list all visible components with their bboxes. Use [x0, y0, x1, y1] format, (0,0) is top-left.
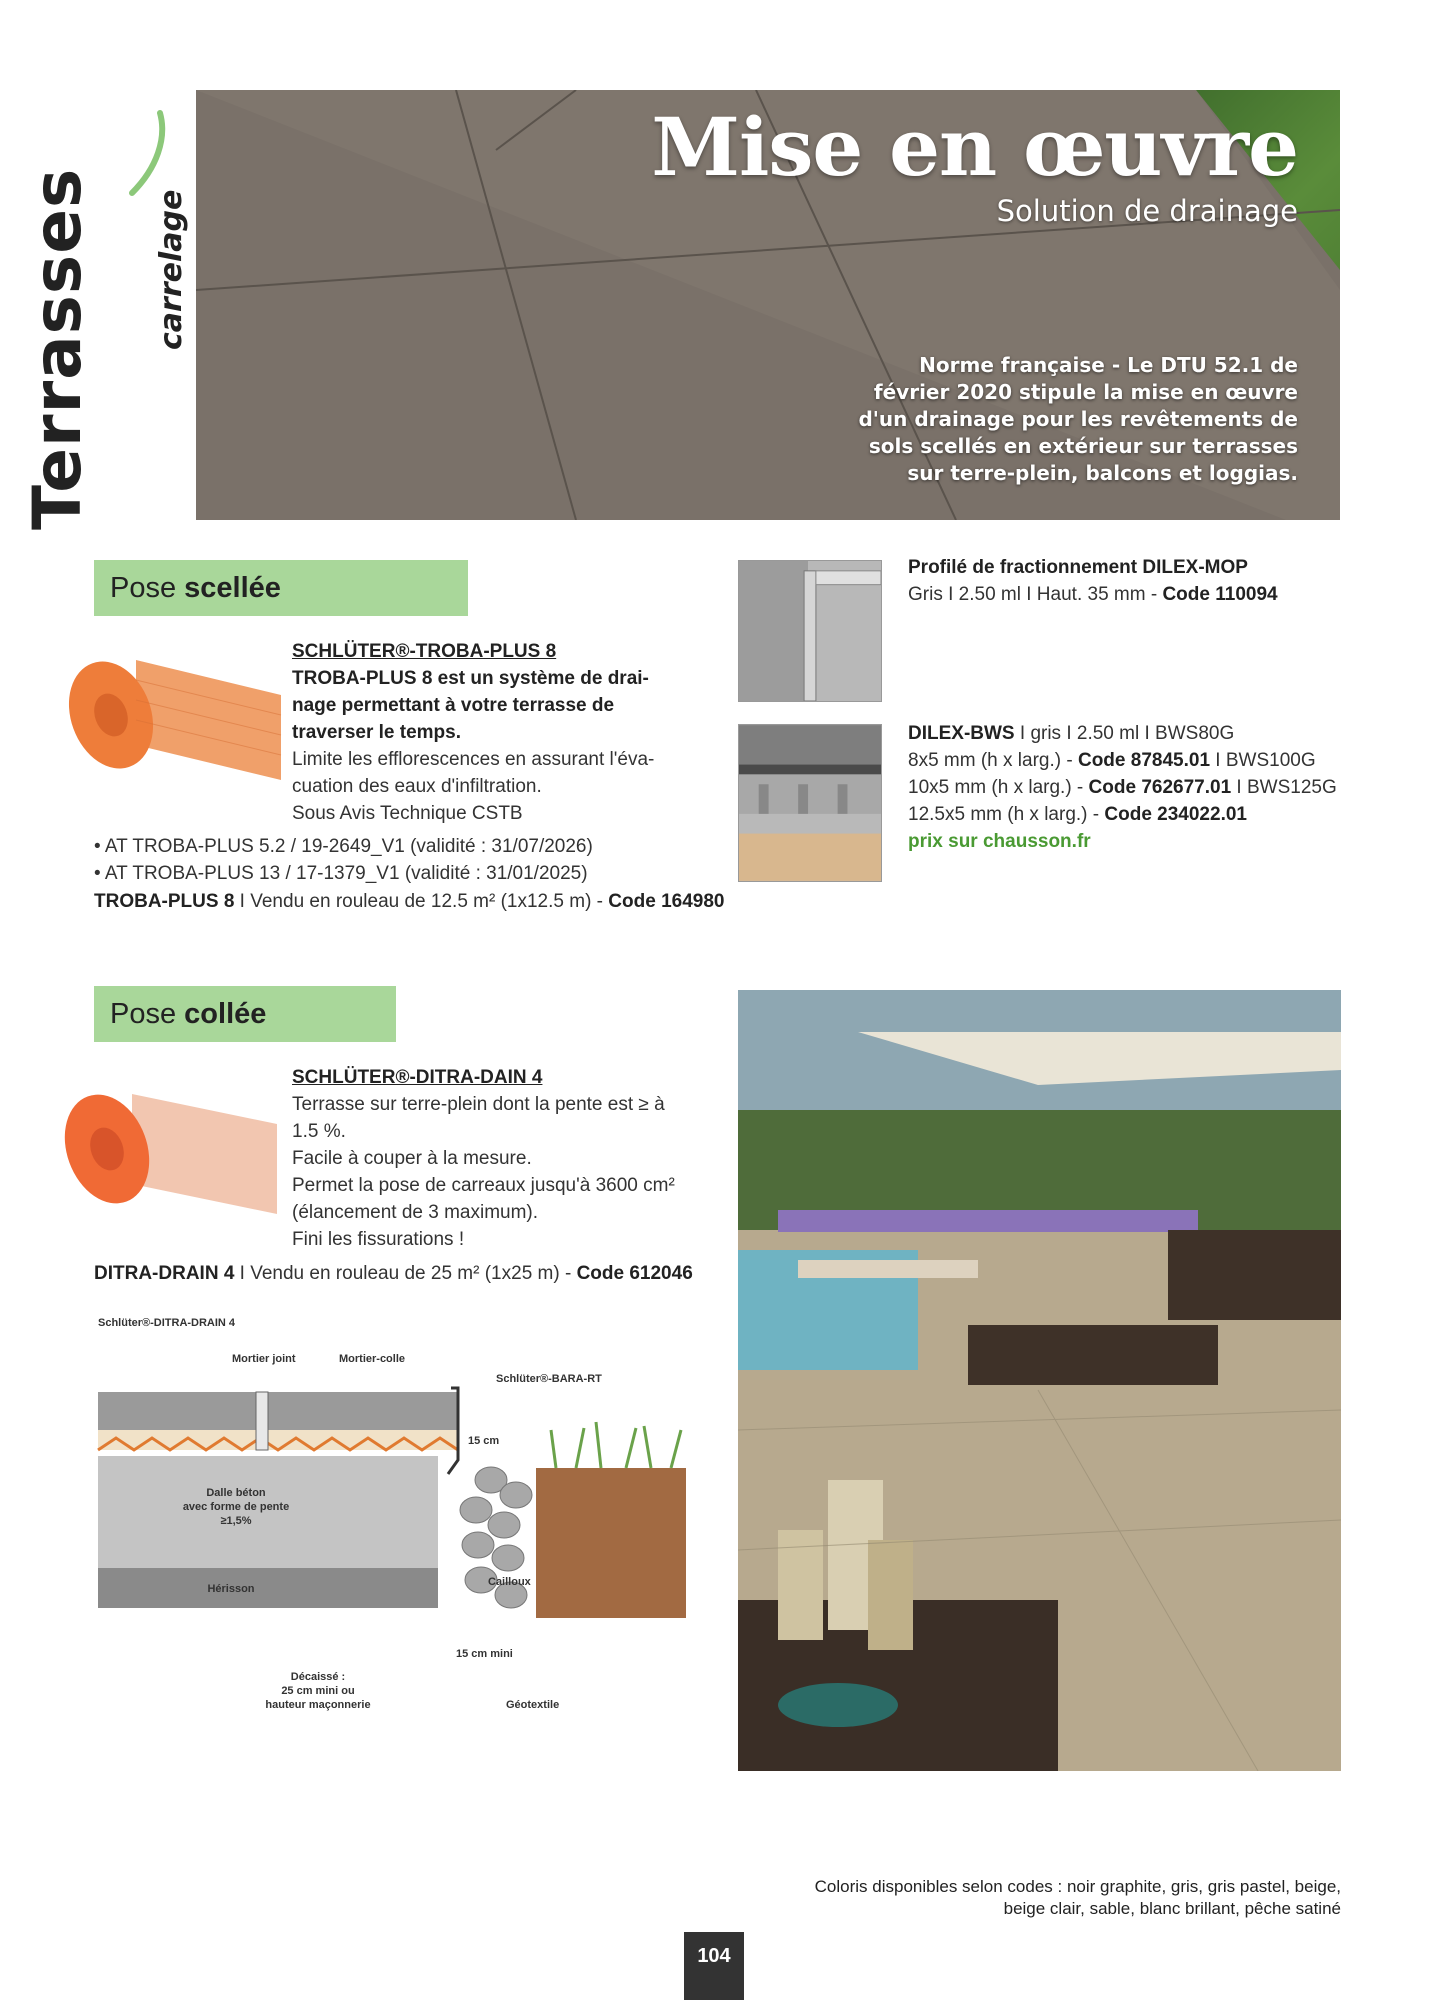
footnote-line: beige clair, sable, blanc brillant, pêche satiné — [1003, 1899, 1341, 1918]
ditra-drain-roll-image — [62, 1064, 282, 1224]
page-number: 104 — [684, 1932, 744, 2000]
band-pose-scellee — [94, 560, 468, 616]
diagram-label-geotextile: Géotextile — [506, 1699, 560, 1711]
diagram-label-decaisse: Décaissé : — [290, 1671, 346, 1683]
troba-feature: Limite les efflorescences en assurant l'éva- — [292, 749, 655, 770]
norm-line: sur terre-plein, balcons et loggias. — [907, 461, 1298, 485]
dilex-bws-image — [738, 724, 882, 882]
dilex-bws-variant: I BWS125G — [1231, 777, 1337, 798]
troba-feature: cuation des eaux d'infiltration. — [292, 776, 542, 797]
band-label-bold: collée — [184, 998, 267, 1030]
ditra-feature: Facile à couper à la mesure. — [292, 1148, 532, 1169]
troba-reference — [94, 888, 724, 915]
dilex-mop-code: Code 110094 — [1162, 584, 1278, 605]
diagram-label-15cm: 15 cm — [468, 1435, 500, 1447]
band-pose-collee — [94, 986, 396, 1042]
dilex-bws-size: 12.5x5 mm (h x larg.) - — [908, 804, 1105, 825]
diagram-label-ditra: Schlüter®-DITRA-DRAIN 4 — [98, 1317, 236, 1329]
troba-description: TROBA-PLUS 8 est un système de drai- — [292, 668, 649, 689]
footnote-line: Coloris disponibles selon codes : noir graphite, gris, gris pastel, beige, — [814, 1877, 1341, 1896]
ditra-reference — [94, 1260, 693, 1287]
diagram-label-mortier-joint: Mortier joint — [232, 1353, 296, 1365]
band-label-light: Pose — [110, 572, 185, 604]
ditra-ref-code: Code 612046 — [576, 1263, 693, 1284]
norm-line: Norme française - Le DTU 52.1 de — [919, 353, 1298, 377]
ditra-feature: 1.5 %. — [292, 1121, 346, 1142]
norm-line: sols scellés en extérieur sur terrasses — [868, 434, 1298, 458]
section-subtitle-carrelage: carrelage — [154, 189, 189, 350]
diagram-label-decaisse: 25 cm mini ou — [281, 1685, 355, 1697]
dilex-bws-size: 8x5 mm (h x larg.) - — [908, 750, 1078, 771]
diagram-label-mortier-colle: Mortier-colle — [339, 1353, 406, 1365]
band-label-bold: scellée — [184, 572, 281, 604]
troba-plus-roll-image — [66, 640, 286, 800]
ditra-product-title: SCHLÜTER®-DITRA-DAIN 4 — [292, 1067, 543, 1088]
troba-product-block — [292, 638, 698, 827]
hero-banner — [196, 90, 1340, 520]
hero-subtitle: Solution de drainage — [996, 194, 1298, 228]
section-title-terrasses: Terrasses — [19, 167, 96, 530]
side-title — [19, 167, 189, 530]
ditra-feature: Permet la pose de carreaux jusqu'à 3600 cm² — [292, 1175, 675, 1196]
troba-ref-name: TROBA-PLUS 8 — [94, 891, 235, 912]
troba-feature: Sous Avis Technique CSTB — [292, 803, 523, 824]
norm-line: février 2020 stipule la mise en œuvre — [873, 380, 1298, 404]
dilex-bws-variant: I BWS100G — [1210, 750, 1316, 771]
troba-description: nage permettant à votre terrasse de — [292, 695, 615, 716]
troba-description: traverser le temps. — [292, 722, 461, 743]
diagram-label-dalle: avec forme de pente — [182, 1501, 290, 1513]
installation-diagram — [96, 1310, 700, 1720]
ditra-feature: Fini les fissurations ! — [292, 1229, 465, 1250]
hero-title: Mise en œuvre — [651, 100, 1298, 194]
norm-text — [778, 352, 1298, 487]
diagram-label-dalle: ≥1,5% — [220, 1515, 252, 1527]
dilex-bws-title: DILEX-BWS — [908, 723, 1015, 744]
diagram-label-cailloux: Cailloux — [488, 1576, 531, 1588]
terrace-photo — [738, 990, 1341, 1771]
diagram-label-dalle: Dalle béton — [206, 1487, 266, 1499]
diagram-label-decaisse: hauteur maçonnerie — [265, 1699, 371, 1711]
chausson-price-link[interactable]: prix sur chausson.fr — [908, 831, 1091, 852]
band-label-light: Pose — [110, 998, 185, 1030]
diagram-label-bara: Schlüter®-BARA-RT — [496, 1373, 602, 1385]
ditra-ref-text: I Vendu en rouleau de 25 m² (1x25 m) - — [234, 1263, 577, 1284]
diagram-label-herisson: Hérisson — [207, 1583, 255, 1595]
dilex-bws-size: 10x5 mm (h x larg.) - — [908, 777, 1089, 798]
dilex-bws-code: Code 87845.01 — [1077, 750, 1211, 771]
dilex-bws-detail: I gris I 2.50 ml I BWS80G — [1014, 723, 1235, 744]
dilex-bws-block — [908, 720, 1348, 855]
ditra-product-block — [292, 1064, 702, 1253]
dilex-mop-detail: Gris I 2.50 ml I Haut. 35 mm - — [908, 584, 1163, 605]
dilex-bws-code: Code 762677.01 — [1088, 777, 1232, 798]
ditra-feature: (élancement de 3 maximum). — [292, 1202, 539, 1223]
troba-ref-code: Code 164980 — [608, 891, 725, 912]
ditra-feature: Terrasse sur terre-plein dont la pente est ≥ à — [292, 1094, 665, 1115]
color-footnote — [741, 1876, 1341, 1920]
norm-line: d'un drainage pour les revêtements de — [858, 407, 1298, 431]
dilex-mop-block — [908, 554, 1348, 608]
diagram-label-15min: 15 cm mini — [456, 1648, 513, 1660]
ditra-ref-name: DITRA-DRAIN 4 — [94, 1263, 235, 1284]
dilex-mop-title: Profilé de fractionnement DILEX-MOP — [908, 557, 1248, 578]
dilex-bws-code: Code 234022.01 — [1104, 804, 1247, 825]
troba-bullet: • AT TROBA-PLUS 13 / 17-1379_V1 (validité : 31/01/2025) — [94, 863, 588, 884]
troba-ref-text: I Vendu en rouleau de 12.5 m² (1x12.5 m) - — [234, 891, 609, 912]
troba-product-title: SCHLÜTER®-TROBA-PLUS 8 — [292, 641, 557, 662]
dilex-mop-image — [738, 560, 882, 702]
troba-bullet: • AT TROBA-PLUS 5.2 / 19-2649_V1 (validité : 31/07/2026) — [94, 836, 593, 857]
